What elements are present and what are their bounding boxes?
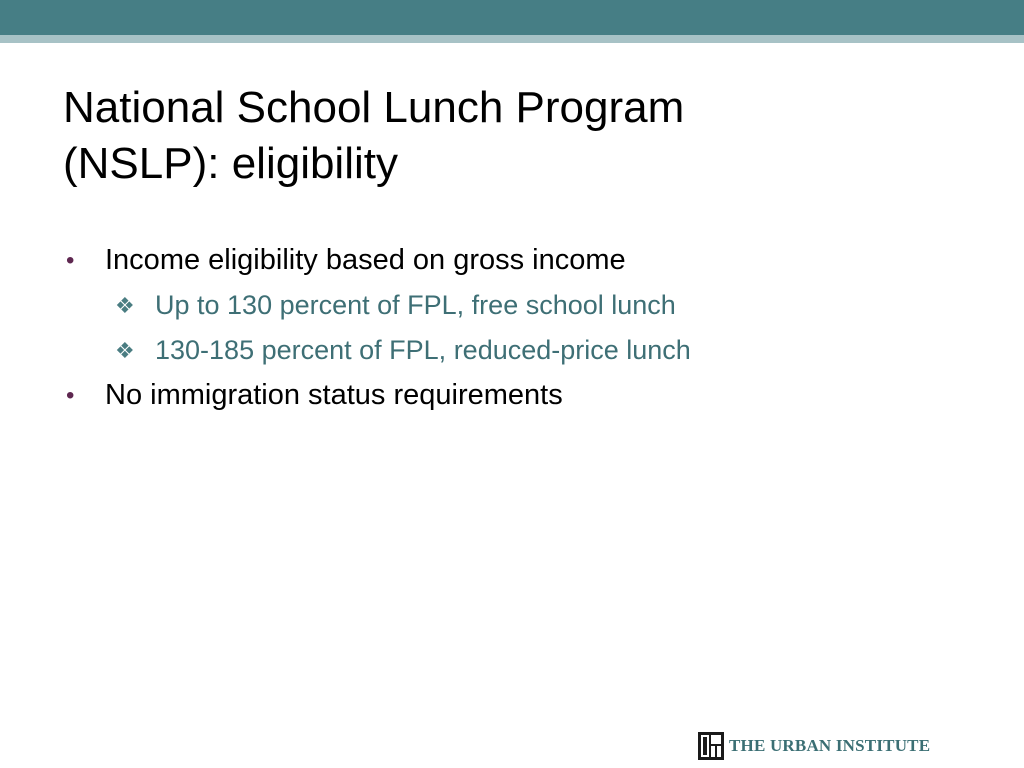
- slide-title-line-1: National School Lunch Program: [63, 83, 685, 132]
- bullet-text: Income eligibility based on gross income: [105, 244, 626, 276]
- bullet-list: [63, 238, 963, 418]
- sub-bullet-text: Up to 130 percent of FPL, free school lunch: [155, 290, 676, 320]
- header-stripe: [0, 35, 1024, 43]
- sub-bullet-item-reduced-price-lunch: [63, 328, 963, 373]
- sub-bullet-text: 130-185 percent of FPL, reduced-price lunch: [155, 335, 691, 365]
- diamond-cluster-icon: ❖: [115, 293, 135, 318]
- bullet-text: No immigration status requirements: [105, 379, 563, 411]
- header-band: [0, 0, 1024, 35]
- logo-text: THE URBAN INSTITUTE: [729, 736, 931, 755]
- bullet-item-income-eligibility: [63, 238, 963, 283]
- slide-title: [63, 80, 963, 192]
- bullet-item-immigration-status: [63, 373, 963, 418]
- bullet-dot-icon: •: [66, 382, 75, 409]
- urban-institute-logo-icon: [698, 732, 724, 760]
- bullet-dot-icon: •: [66, 247, 75, 274]
- slide-title-line-2: (NSLP): eligibility: [63, 139, 398, 188]
- diamond-cluster-icon: ❖: [115, 338, 135, 363]
- urban-institute-logo: [698, 731, 930, 761]
- sub-bullet-item-free-lunch: [63, 283, 963, 328]
